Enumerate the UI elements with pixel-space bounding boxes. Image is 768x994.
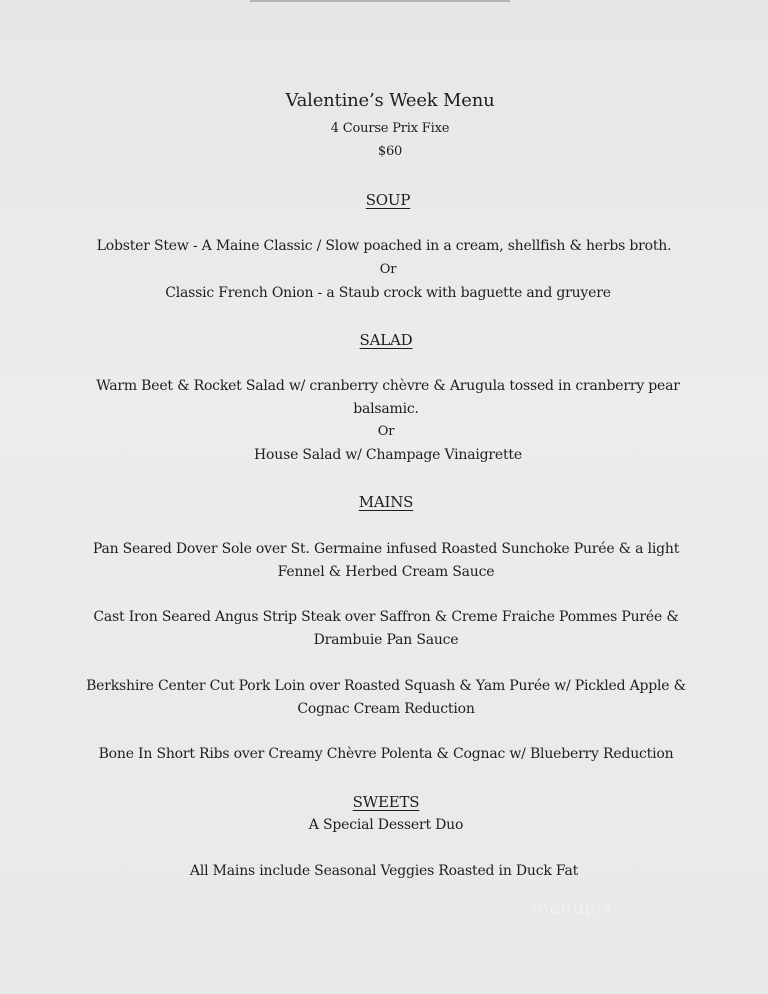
mains-short-ribs: Bone In Short Ribs over Creamy Chèvre Polenta & Cognac w/ Blueberry Reduction: [98, 746, 674, 762]
soup-heading: SOUP: [365, 191, 411, 209]
menu-subtitle: 4 Course Prix Fixe: [330, 121, 450, 136]
mains-strip-steak-line1: Cast Iron Seared Angus Strip Steak over Saffron & Creme Fraiche Pommes Purée &: [93, 609, 679, 625]
watermark-logo: menupix: [532, 899, 614, 919]
menu-price: $60: [377, 144, 403, 159]
salad-option-house: House Salad w/ Champage Vinaigrette: [254, 447, 522, 463]
mains-pork-loin-line1: Berkshire Center Cut Pork Loin over Roasted Squash & Yam Purée w/ Pickled Apple &: [86, 678, 686, 694]
sweets-dessert-duo: A Special Dessert Duo: [308, 817, 464, 833]
mains-dover-sole-line2: Fennel & Herbed Cream Sauce: [277, 564, 495, 580]
soup-or: Or: [379, 262, 397, 277]
salad-heading: SALAD: [359, 331, 413, 349]
menu-title: Valentine’s Week Menu: [285, 90, 495, 111]
mains-strip-steak-line2: Drambuie Pan Sauce: [313, 632, 459, 648]
salad-option-beet-line1: Warm Beet & Rocket Salad w/ cranberry chèvre & Arugula tossed in cranberry pear: [96, 378, 680, 394]
salad-or: Or: [377, 424, 395, 439]
soup-option-french-onion: Classic French Onion - a Staub crock with baguette and gruyere: [165, 285, 611, 301]
sweets-heading: SWEETS: [352, 793, 420, 811]
scan-edge-line: [250, 0, 510, 2]
mains-heading: MAINS: [358, 493, 414, 511]
salad-option-beet-line2: balsamic.: [353, 401, 419, 417]
mains-pork-loin-line2: Cognac Cream Reduction: [297, 701, 475, 717]
mains-dover-sole-line1: Pan Seared Dover Sole over St. Germaine infused Roasted Sunchoke Purée & a light: [92, 541, 680, 557]
footer-note: All Mains include Seasonal Veggies Roasted in Duck Fat: [189, 863, 579, 879]
soup-option-lobster-stew: Lobster Stew - A Maine Classic / Slow poached in a cream, shellfish & herbs broth.: [96, 238, 672, 254]
